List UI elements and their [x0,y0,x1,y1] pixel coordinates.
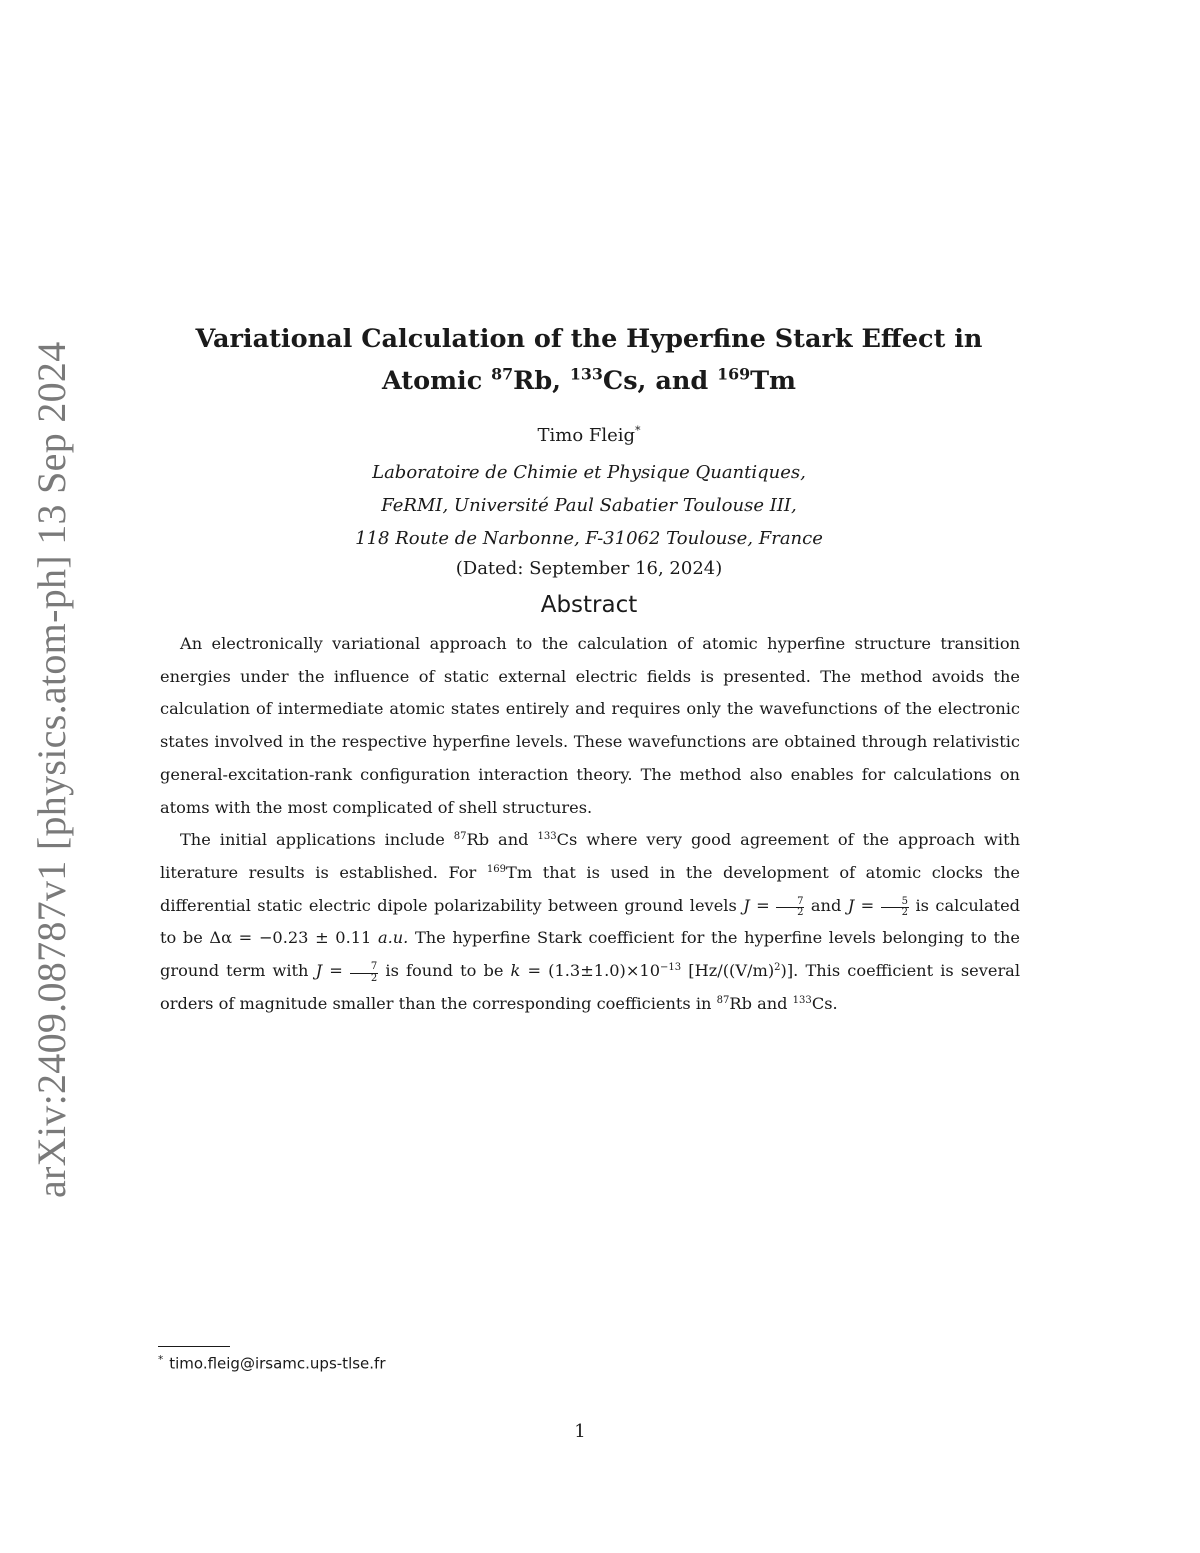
math-j: J [315,961,323,981]
tm-mass-number: 169 [717,364,751,384]
math-eq: = [322,961,350,981]
abstract-heading: Abstract [540,592,638,618]
p2-text: The hyperfine Stark coefficient for the hyperfine levels belonging to the ground term with [160,928,1021,981]
p2-text: Rb and [729,993,793,1013]
author-name: Timo Fleig [537,425,636,446]
p2-text: [Hz/((V/m) [681,961,775,981]
affiliation-line-3: 118 Route de Narbonne, F-31062 Toulouse, France [355,528,823,549]
frac-den: 2 [901,907,909,919]
p2-text: The initial applications include [180,830,454,850]
title-rb: Rb, [513,366,570,396]
cs-mass-number: 133 [569,364,603,384]
math-j: J [847,895,855,915]
abstract-paragraph-1: An electronically variational approach to the calculation of atomic hyperfine structure transition energies under the influence of static external electric fields is presented. The method avoids the calculation of intermediate atomic states entirely and requires only the wavefunctions of the electronic states involved in the respective hyperfine levels. These wavefunctions are obtained through relativistic general-excitation-rank configuration interaction theory. The method also enables for calculations on atoms with the most complicated of shell structures. [160,634,1020,817]
dated: (Dated: September 16, 2024) [455,558,723,579]
p2-text: and [804,895,848,915]
footnote-mark: * [158,1354,164,1366]
footnote-email[interactable]: timo.fleig@irsamc.ups-tlse.fr [169,1354,386,1373]
abstract-paragraph-2 [160,824,1020,1020]
p2-text: Tm that is used in the development of atomic clocks the differential static electric dipole polarizability between ground levels [160,862,1020,915]
frac-num: 5 [881,897,909,909]
title-cs: Cs, and [602,366,718,396]
math-eq: = [749,895,777,915]
fraction-5-2 [881,897,909,919]
title-line-1: Variational Calculation of the Hyperfine Stark Effect in [195,324,983,354]
arxiv-stamp: arXiv:2409.08787v1 [physics.atom-ph] 13 Sep 2024 [29,341,74,1198]
p2-mass: 133 [537,831,557,843]
p2-mass: 169 [486,863,507,875]
math-au: a.u. [377,928,409,948]
math-k: k [510,961,521,981]
frac-den: 2 [797,907,804,919]
author-footnote-mark: * [635,424,641,437]
p2-mass: 87 [453,831,467,843]
math-j: J [743,895,750,915]
title-tm: Tm [750,366,797,396]
fraction-7-2 [776,897,804,919]
p2-text: Cs. [811,993,838,1013]
math-eq: = [854,895,881,915]
paper-title [150,318,1028,402]
frac-den: 2 [370,972,378,984]
footnote-rule [158,1346,230,1347]
p2-text: Rb and [466,830,538,850]
author [150,424,1028,446]
p2-text: = (1.3±1.0)×10 [520,961,660,981]
frac-num: 7 [776,897,804,909]
affiliation-line-1: Laboratoire de Chimie et Physique Quantiques, [372,462,806,483]
footnote [158,1354,386,1372]
p2-text: )]. This coefficient is several orders of magnitude smaller than the corresponding coefficients in [160,961,1021,1013]
rb-mass-number: 87 [491,364,514,384]
fraction-7-2 [350,962,378,984]
title-atomic: Atomic [381,366,492,396]
math-exponent: 2 [774,962,781,974]
p2-text: Cs where very good agreement of the approach with literature results is established. For [160,830,1021,882]
p2-text: is calculated to be Δα = −0.23 ± 0.11 [160,895,1021,948]
affiliation [150,456,1028,555]
p2-mass: 87 [716,994,730,1006]
affiliation-line-2: FeRMI, Université Paul Sabatier Toulouse III, [381,495,797,516]
frac-num: 7 [350,962,378,974]
abstract-body [160,628,1020,1020]
p2-mass: 133 [792,994,812,1006]
page-number: 1 [574,1421,586,1442]
math-exponent: −13 [660,962,682,974]
p2-text: is found to be [378,961,511,981]
title-line-2 [150,360,1028,402]
